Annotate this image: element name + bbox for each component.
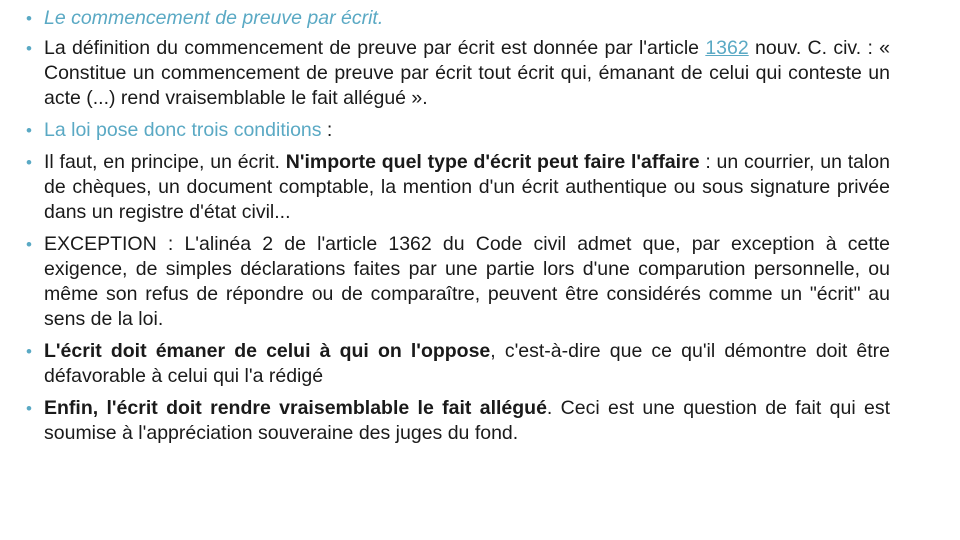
bullet-text: Le commencement de preuve par écrit. [44, 7, 384, 29]
bullet-text: Il faut, en principe, un écrit. [44, 151, 286, 173]
bullet-item-vraisemblable [22, 396, 890, 446]
bullet-item-exception [22, 232, 890, 332]
bullet-dot-icon: • [26, 9, 32, 28]
bullet-item-emaner [22, 339, 890, 389]
bullet-dot-icon: • [26, 121, 32, 140]
bullet-highlight: La loi pose donc trois conditions [44, 119, 322, 141]
bullet-text: , c'est-à-dire que ce qu'il démontre doit être défavorable à celui qui l'a rédigé [44, 340, 890, 387]
bullet-dot-icon: • [26, 39, 32, 58]
bullet-list [22, 6, 890, 446]
article-link[interactable]: 1362 [705, 37, 749, 59]
bullet-bold: Enfin, l'écrit doit rendre vraisemblable le fait allégué [44, 397, 547, 419]
bullet-item-definition [22, 36, 890, 111]
bullet-bold: L'écrit doit émaner de celui à qui on l'oppose [44, 340, 491, 362]
bullet-text: : [321, 119, 333, 141]
bullet-text: EXCEPTION : L'alinéa 2 de l'article 1362 du Code civil admet que, par exception à cette exigence, de simples déclarations faites par une partie lors d'une comparution personnelle, ou même son refus de répondre ou de comparaître, peuvent être considérés comme un "écrit" au sens de la loi. [44, 233, 890, 330]
bullet-text: La définition du commencement de preuve par écrit est donnée par l'article [44, 37, 706, 59]
bullet-text: . Ceci est une question de fait qui est soumise à l'appréciation souveraine des juges du fond. [44, 397, 891, 444]
bullet-item-title [22, 6, 890, 31]
bullet-dot-icon: • [26, 342, 32, 361]
bullet-dot-icon: • [26, 153, 32, 172]
bullet-bold: N'importe quel type d'écrit peut faire l'affaire [285, 151, 700, 173]
bullet-item-conditions [22, 118, 890, 143]
bullet-text: nouv. C. civ. : « Constitue un commencement de preuve par écrit tout écrit qui, émanant de celui qui conteste un acte (...) rend vraisemblable le fait allégué ». [44, 37, 890, 109]
bullet-text: : un courrier, un talon de chèques, un document comptable, la mention d'un écrit authentique ou sous signature privée dans un registre d'état civil... [44, 151, 890, 223]
bullet-dot-icon: • [26, 399, 32, 418]
bullet-dot-icon: • [26, 235, 32, 254]
bullet-item-ecrit [22, 150, 890, 225]
